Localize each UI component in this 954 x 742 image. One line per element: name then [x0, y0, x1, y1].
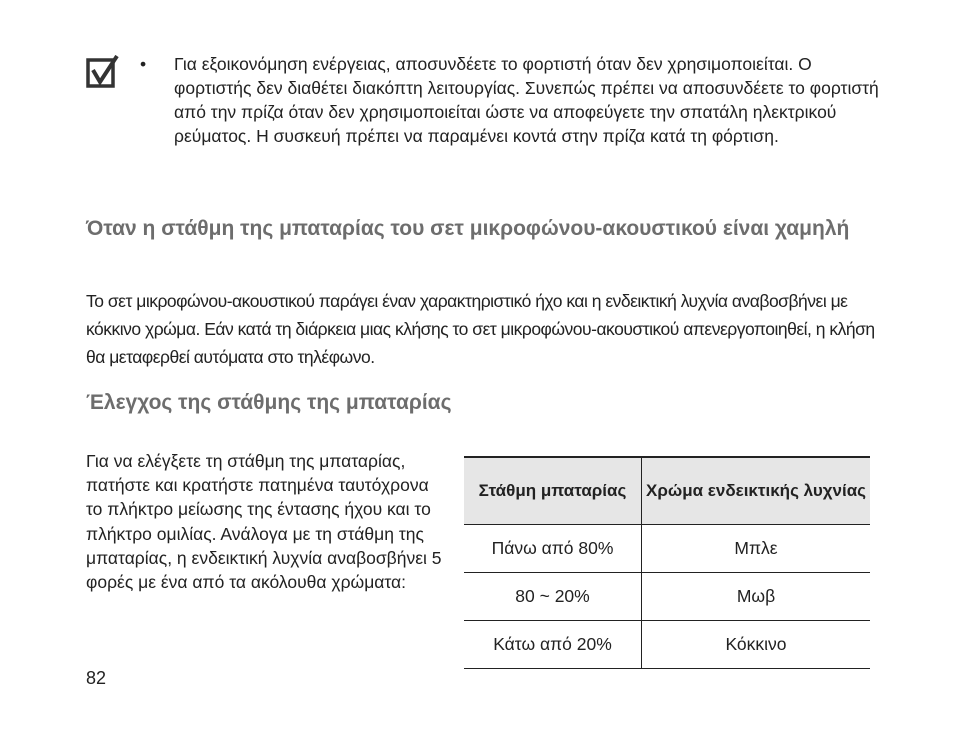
table-cell-color: Κόκκινο	[642, 621, 871, 669]
battery-level-table	[464, 456, 870, 669]
checkbox-check-icon	[86, 55, 120, 89]
column-header-color: Χρώμα ενδεικτικής λυχνίας	[642, 457, 871, 525]
table-row	[464, 573, 870, 621]
table-row	[464, 525, 870, 573]
table-cell-color: Μπλε	[642, 525, 871, 573]
table-cell-level: Κάτω από 20%	[464, 621, 642, 669]
table-header-row	[464, 457, 870, 525]
check-battery-paragraph: Για να ελέγξετε τη στάθμη της μπαταρίας, πατήστε και κρατήστε πατημένα ταυτόχρονα το πλήκτρο μείωσης της έντασης ήχου και το πλήκτρο ομιλίας. Ανάλογα με τη στάθμη της μπαταρίας, η ενδεικτική λυχνία αναβοσβήνει 5 φορές με ένα από τα ακόλουθα χρώματα:	[86, 451, 442, 593]
note-block	[140, 52, 880, 148]
page-number: 82	[86, 668, 107, 688]
note-text: Για εξοικονόμηση ενέργειας, αποσυνδέετε το φορτιστή όταν δεν χρησιμοποιείται. Ο φορτιστής δεν διαθέτει διακόπτη λειτουργίας. Συνεπώς πρέπει να αποσυνδέετε το φορτιστή από την πρίζα όταν δεν χρησιμοποιείται ώστε να αποφεύγετε την σπατάλη ηλεκτρικού ρεύματος. Η συσκευή πρέπει να παραμένει κοντά στην πρίζα κατά τη φόρτιση.	[174, 54, 879, 146]
table-cell-level: Πάνω από 80%	[464, 525, 642, 573]
low-battery-paragraph: Το σετ μικροφώνου-ακουστικού παράγει έναν χαρακτηριστικό ήχο και η ενδεικτική λυχνία αναβοσβήνει με κόκκινο χρώμα. Εάν κατά τη διάρκεια μιας κλήσης το σετ μικροφώνου-ακουστικού απενεργοποιηθεί, η κλήση θα μεταφερθεί αυτόματα στο τηλέφωνο.	[86, 291, 875, 367]
table-cell-color: Μωβ	[642, 573, 871, 621]
table-cell-level: 80 ~ 20%	[464, 573, 642, 621]
table-row	[464, 621, 870, 669]
column-header-level: Στάθμη μπαταρίας	[464, 457, 642, 525]
section-heading-low-battery: Όταν η στάθμη της μπαταρίας του σετ μικροφώνου-ακουστικού είναι χαμηλή	[86, 217, 850, 240]
section-heading-check-battery: Έλεγχος της στάθμης της μπαταρίας	[86, 391, 452, 414]
bullet: •	[140, 54, 147, 74]
